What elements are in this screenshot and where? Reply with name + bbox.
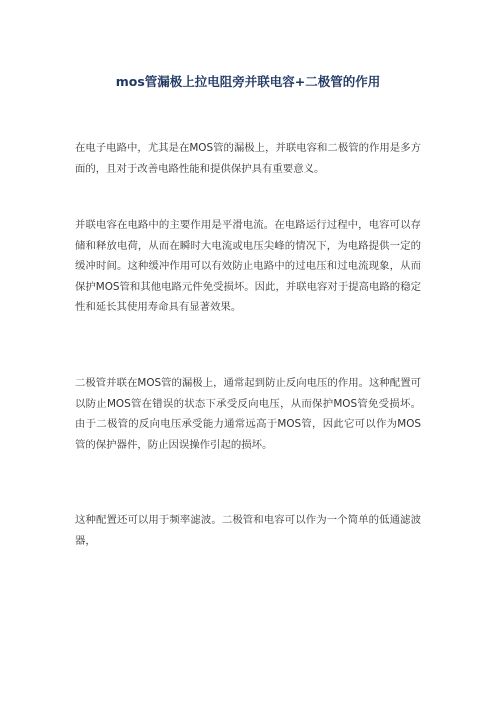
paragraph-4: 这种配置还可以用于频率滤波。二极管和电容可以作为一个简单的低通滤波器， xyxy=(75,514,421,547)
paragraph-1: 在电子电路中，尤其是在MOS管的漏极上，并联电容和二极管的作用是多方面的，且对于改善电路性能和提供保护具有重要意义。 xyxy=(75,142,421,175)
paragraph-2: 并联电容在电路中的主要作用是平滑电流。在电路运行过程中，电容可以存储和释放电荷，从而在瞬时大电流或电压尖峰的情况下，为电路提供一定的缓冲时间。这种缓冲作用可以有效防止电路中的过电压和过电流现象，从而保护MOS管和其他电路元件免受损坏。因此，并联电容对于提高电路的稳定性和延长其使用寿命具有显著效果。 xyxy=(75,219,421,313)
document-title: mos管漏极上拉电阻旁并联电容+二极管的作用 xyxy=(115,74,381,89)
paragraph-3: 二极管并联在MOS管的漏极上，通常起到防止反向电压的作用。这种配置可以防止MOS管在错误的状态下承受反向电压，从而保护MOS管免受损坏。由于二极管的反向电压承受能力通常远高于MOS管，因此它可以作为MOS管的保护器件，防止因误操作引起的损坏。 xyxy=(75,377,421,451)
page-bottom-edge xyxy=(0,692,496,702)
